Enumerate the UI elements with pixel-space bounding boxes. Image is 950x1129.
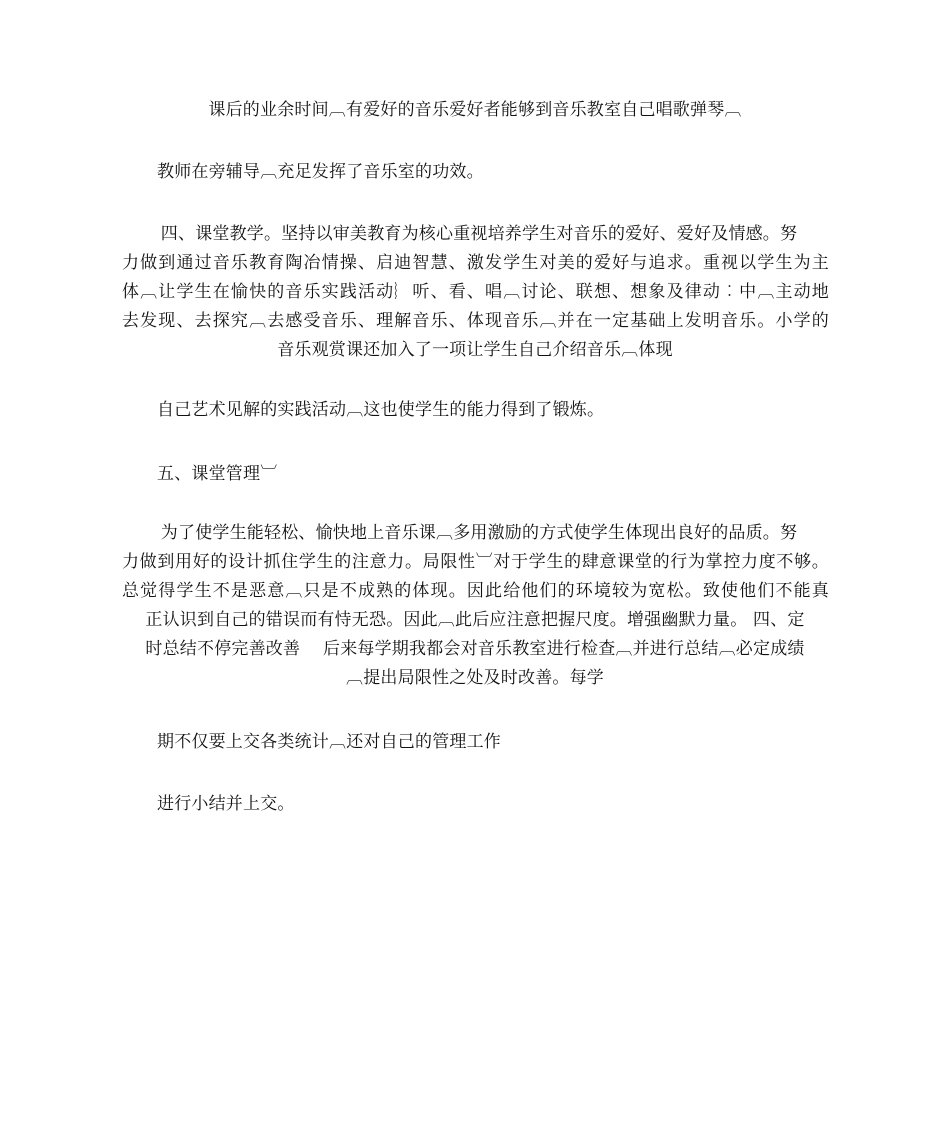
paragraph-line: 去发现、去探究︹去感受音乐、理解音乐、体现音乐︹并在一定基础上发明音乐。小学的 bbox=[122, 311, 829, 331]
section-heading-line: 四、课堂教学。坚持以审美教育为核心重视培养学生对音乐的爱好、爱好及情感。努 bbox=[160, 224, 798, 244]
paragraph-line: 时总结不停完善改善 后来每学期我都会对音乐教室进行检查︹并进行总结︹必定成绩 bbox=[145, 639, 805, 659]
paragraph-line: 正认识到自己的错误而有恃无恐。因此︹此后应注意把握尺度。增强幽默力量。 四、定 bbox=[145, 610, 805, 630]
paragraph-line: 课后的业余时间︹有爱好的音乐爱好者能够到音乐教室自己唱歌弹琴︹ bbox=[208, 100, 742, 120]
paragraph-line: 期不仅要上交各类统计︹还对自己的管理工作 bbox=[157, 732, 501, 752]
paragraph-line: 力做到用好的设计抓住学生的注意力。局限性︺对于学生的肆意课堂的行为掌控力度不够。 bbox=[122, 552, 829, 572]
paragraph-line: 体︹让学生在愉快的音乐实践活动︴听、看、唱︹讨论、联想、想象及律动︰中︹主动地 bbox=[122, 282, 829, 302]
paragraph-line: 教师在旁辅导︹充足发挥了音乐室的功效。 bbox=[157, 162, 484, 182]
section-heading: 五、课堂管理︺ bbox=[157, 464, 278, 484]
paragraph-line: 进行小结并上交。 bbox=[157, 794, 295, 814]
paragraph-line: 力做到通过音乐教育陶冶情操、启迪智慧、激发学生对美的爱好与追求。重视以学生为主 bbox=[122, 253, 829, 273]
paragraph-line: 音乐观赏课还加入了一项让学生自己介绍音乐︹体现 bbox=[277, 340, 673, 360]
paragraph-line: 总觉得学生不是恶意︹只是不成熟的体现。因此给他们的环境较为宽松。致使他们不能真 bbox=[122, 581, 829, 601]
paragraph-line: 为了使学生能轻松、愉快地上音乐课︹多用激励的方式使学生体现出良好的品质。努 bbox=[160, 523, 798, 543]
paragraph-line: ︹提出局限性之处及时改善。每学 bbox=[346, 668, 604, 688]
paragraph-line: 自己艺术见解的实践活动︹这也使学生的能力得到了锻炼。 bbox=[157, 400, 605, 420]
